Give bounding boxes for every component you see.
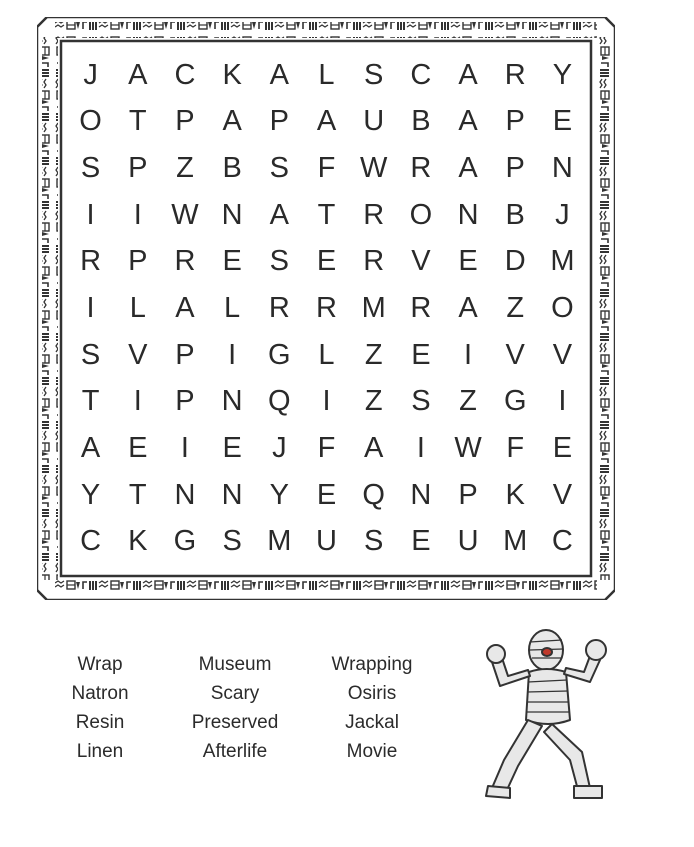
grid-letter[interactable]: V <box>552 478 573 511</box>
grid-letter[interactable]: S <box>222 525 242 558</box>
grid-letter[interactable]: R <box>363 245 385 278</box>
word-item: Jackal <box>345 712 399 733</box>
grid-letter[interactable]: P <box>175 338 195 371</box>
grid-letter[interactable]: E <box>222 431 242 464</box>
word-item: Linen <box>76 741 124 762</box>
grid-letter[interactable]: P <box>269 105 289 138</box>
grid-letter[interactable]: R <box>316 291 337 324</box>
grid-letter[interactable]: S <box>364 525 384 558</box>
word-bank-column-1 <box>40 650 160 766</box>
grid-letter[interactable]: C <box>174 58 196 91</box>
grid-letter[interactable]: Y <box>80 478 101 511</box>
grid-letter[interactable]: E <box>316 245 337 278</box>
grid-letter[interactable]: I <box>416 431 425 464</box>
grid-letter[interactable]: S <box>80 338 101 371</box>
grid-letter[interactable]: O <box>551 291 574 324</box>
grid-letter[interactable]: E <box>128 431 148 464</box>
grid-letter[interactable]: E <box>458 245 478 278</box>
grid-letter[interactable]: N <box>457 198 479 231</box>
grid-letter[interactable]: W <box>454 431 482 464</box>
grid-letter[interactable]: E <box>552 431 573 464</box>
grid-letter[interactable]: F <box>506 431 525 464</box>
grid-letter[interactable]: N <box>221 198 243 231</box>
word-bank-column-2 <box>175 650 295 766</box>
grid-letter[interactable]: Z <box>506 291 525 324</box>
grid-letter[interactable]: I <box>86 198 95 231</box>
grid-letter[interactable]: Y <box>552 58 573 91</box>
word-bank <box>40 650 440 770</box>
grid-letter[interactable]: I <box>228 338 237 371</box>
grid-letter[interactable]: A <box>269 58 289 91</box>
grid-letter[interactable]: N <box>174 478 196 511</box>
grid-letter[interactable]: Z <box>459 385 477 418</box>
grid-letter[interactable]: A <box>128 58 148 91</box>
grid-letter[interactable]: A <box>364 431 384 464</box>
grid-letter[interactable]: J <box>555 198 570 231</box>
grid-letter[interactable]: R <box>504 58 526 91</box>
grid-letter[interactable]: F <box>317 431 336 464</box>
grid-letter[interactable]: P <box>505 105 525 138</box>
word-item: Natron <box>71 683 129 704</box>
grid-letter[interactable]: C <box>551 525 573 558</box>
grid-letter[interactable]: S <box>80 152 101 185</box>
grid-letter[interactable]: P <box>175 105 195 138</box>
grid-letter[interactable]: O <box>409 198 433 231</box>
word-bank-column-3 <box>312 650 432 766</box>
grid-letter[interactable]: K <box>222 58 242 91</box>
grid-letter[interactable]: M <box>503 525 528 558</box>
grid-letter[interactable]: Z <box>364 338 383 371</box>
grid-letter[interactable]: W <box>171 198 199 231</box>
grid-letter[interactable]: J <box>272 431 287 464</box>
grid-letter[interactable]: C <box>410 58 432 91</box>
grid-letter[interactable]: V <box>411 245 431 278</box>
grid-letter[interactable]: T <box>128 105 147 138</box>
grid-letter[interactable]: I <box>322 385 331 418</box>
grid-letter[interactable]: R <box>363 198 385 231</box>
grid-letter[interactable]: B <box>505 198 525 231</box>
grid-letter[interactable]: S <box>411 385 431 418</box>
grid-letter[interactable]: U <box>457 525 479 558</box>
grid-letter[interactable]: I <box>558 385 567 418</box>
grid-letter[interactable]: B <box>411 105 431 138</box>
grid-letter[interactable]: A <box>80 431 101 464</box>
grid-letter[interactable]: E <box>552 105 573 138</box>
grid-letter[interactable]: Q <box>362 478 385 511</box>
grid-letter[interactable]: E <box>316 478 337 511</box>
grid-letter[interactable]: R <box>410 291 432 324</box>
word-item: Wrap <box>77 654 123 675</box>
grid-letter[interactable]: W <box>359 152 388 185</box>
grid-letter[interactable]: F <box>317 152 336 185</box>
grid-letter[interactable]: E <box>411 525 431 558</box>
grid-letter[interactable]: U <box>316 525 337 558</box>
word-item: Movie <box>346 741 398 762</box>
grid-letter[interactable]: P <box>175 385 195 418</box>
grid-letter[interactable]: G <box>503 385 527 418</box>
word-item: Scary <box>210 683 260 704</box>
word-item: Osiris <box>347 683 397 704</box>
grid-letter[interactable]: P <box>128 152 148 185</box>
grid-letter[interactable]: Z <box>364 385 383 418</box>
grid-letter[interactable]: A <box>458 291 478 324</box>
grid-letter[interactable]: Q <box>268 385 291 418</box>
grid-letter[interactable]: Z <box>176 152 194 185</box>
grid-letter[interactable]: G <box>268 338 291 371</box>
grid-letter[interactable]: M <box>361 291 386 324</box>
grid-letter[interactable]: N <box>221 478 243 511</box>
grid-letter[interactable]: I <box>86 291 95 324</box>
word-item: Afterlife <box>202 741 268 762</box>
grid-letter[interactable]: T <box>81 385 100 418</box>
grid-letter[interactable]: J <box>83 58 98 91</box>
grid-letter[interactable]: O <box>79 105 102 138</box>
grid-letter[interactable]: A <box>316 105 337 138</box>
grid-letter[interactable]: R <box>268 291 290 324</box>
grid-letter[interactable]: T <box>128 478 147 511</box>
grid-letter[interactable]: Y <box>269 478 289 511</box>
grid-letter[interactable]: K <box>505 478 525 511</box>
grid-letter[interactable]: A <box>269 198 289 231</box>
grid-letter[interactable]: P <box>505 152 525 185</box>
grid-letter[interactable]: C <box>80 525 102 558</box>
word-item: Wrapping <box>331 654 413 675</box>
grid-letter[interactable]: V <box>505 338 525 371</box>
grid-letter[interactable]: A <box>222 105 242 138</box>
grid-letter[interactable]: M <box>550 245 575 278</box>
mummy-icon <box>474 620 619 810</box>
grid-letter[interactable]: I <box>180 431 189 464</box>
grid-letter[interactable]: R <box>174 245 196 278</box>
grid-letter[interactable]: I <box>133 385 142 418</box>
grid-letter[interactable]: A <box>175 291 195 324</box>
grid-letter[interactable]: I <box>133 198 142 231</box>
grid-letter[interactable]: K <box>128 525 148 558</box>
grid-letter[interactable]: U <box>363 105 385 138</box>
grid-letter[interactable]: B <box>222 152 242 185</box>
grid-letter[interactable]: E <box>411 338 431 371</box>
grid-letter[interactable]: N <box>551 152 573 185</box>
grid-letter[interactable]: P <box>128 245 148 278</box>
grid-letter[interactable]: L <box>224 291 241 324</box>
grid-letter[interactable]: V <box>552 338 573 371</box>
grid-letter[interactable]: N <box>410 478 432 511</box>
grid-letter[interactable]: A <box>458 58 478 91</box>
grid-letter[interactable]: P <box>458 478 478 511</box>
grid-letter[interactable]: L <box>318 58 335 91</box>
grid-letter[interactable]: S <box>364 58 384 91</box>
grid-letter[interactable]: T <box>317 198 336 231</box>
grid-letter[interactable]: S <box>269 152 289 185</box>
grid-letter[interactable]: V <box>128 338 148 371</box>
word-item: Resin <box>75 712 125 733</box>
grid-letter[interactable]: L <box>129 291 146 324</box>
grid-letter[interactable]: A <box>458 105 478 138</box>
grid-letter[interactable]: M <box>267 525 292 558</box>
grid-letter[interactable]: N <box>221 385 243 418</box>
grid-letter[interactable]: S <box>269 245 289 278</box>
grid-letter[interactable]: R <box>80 245 102 278</box>
grid-letter[interactable]: D <box>504 245 526 278</box>
grid-letter[interactable]: I <box>464 338 473 371</box>
grid-letter[interactable]: G <box>173 525 197 558</box>
grid-letter[interactable]: A <box>458 152 478 185</box>
word-item: Preserved <box>191 712 279 733</box>
letter-grid <box>67 52 586 565</box>
grid-letter[interactable]: R <box>410 152 432 185</box>
grid-letter[interactable]: L <box>318 338 335 371</box>
grid-letter[interactable]: E <box>222 245 242 278</box>
word-item: Museum <box>198 654 272 675</box>
